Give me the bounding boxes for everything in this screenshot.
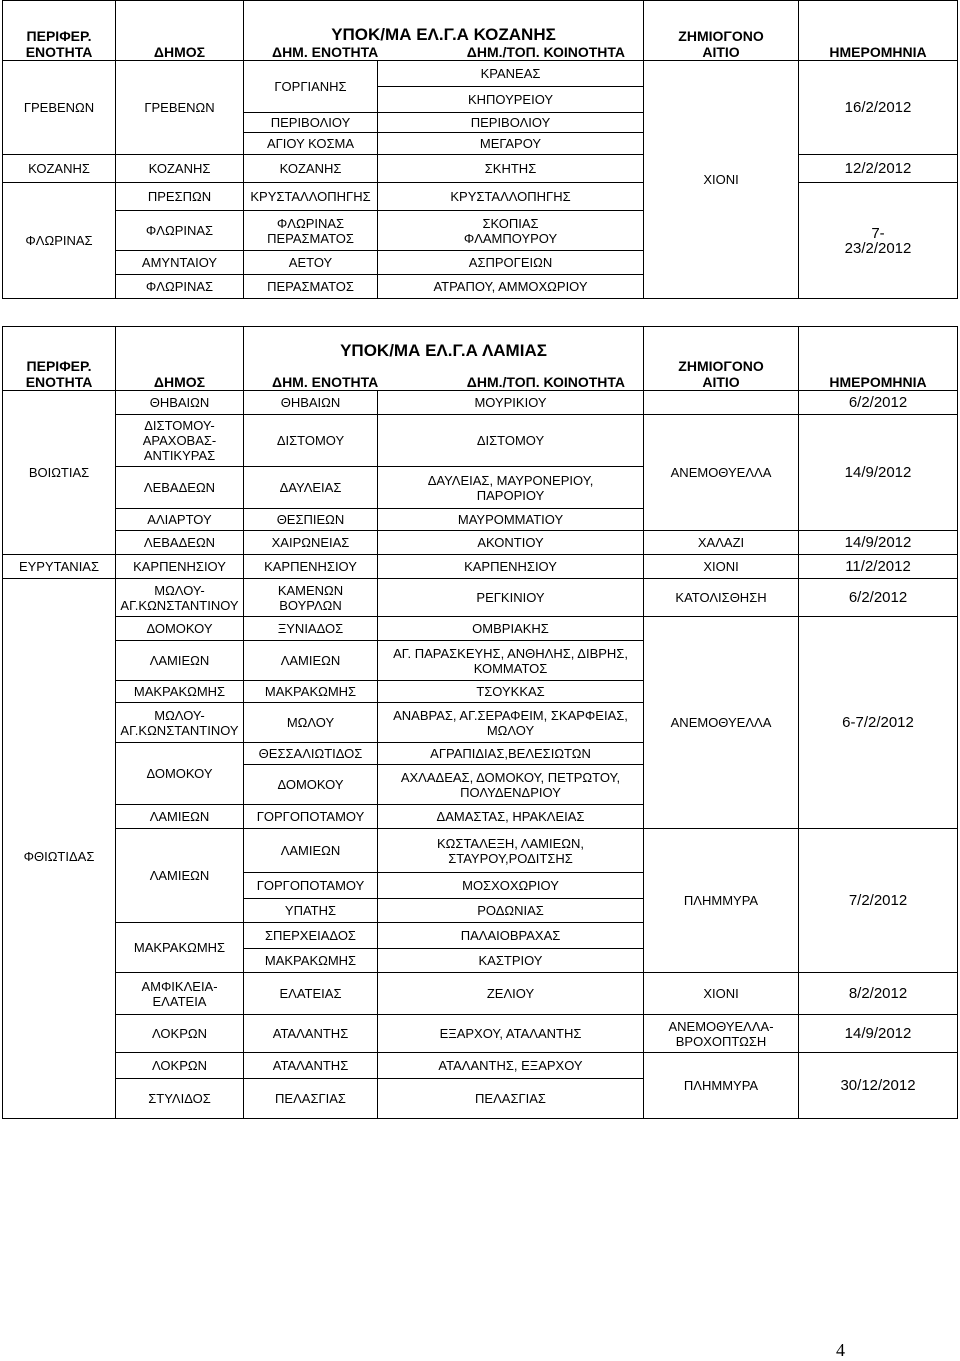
- cell-unit: ΕΛΑΤΕΙΑΣ: [244, 973, 378, 1015]
- cell-municipality: ΦΛΩΡΙΝΑΣ: [116, 211, 244, 251]
- cell-municipality: ΠΡΕΣΠΩΝ: [116, 183, 244, 211]
- cell-unit: ΥΠΑΤΗΣ: [244, 899, 378, 923]
- cell-community: ΜΑΥΡΟΜΜΑΤΙΟΥ: [378, 509, 644, 531]
- cell-cause: ΑΝΕΜΟΘΥΕΛΛΑ- ΒΡΟΧΟΠΤΩΣΗ: [644, 1015, 799, 1053]
- cell-unit: ΔΟΜΟΚΟΥ: [244, 765, 378, 805]
- cell-community: ΚΑΣΤΡΙΟΥ: [378, 949, 644, 973]
- cell-municipality: ΘΗΒΑΙΩΝ: [116, 391, 244, 415]
- cell-cause: ΧΑΛΑΖΙ: [644, 531, 799, 555]
- header-municipality: ΔΗΜΟΣ: [116, 1, 244, 61]
- cell-unit: ΑΤΑΛΑΝΤΗΣ: [244, 1053, 378, 1079]
- cell-community: ΜΟΥΡΙΚΙΟΥ: [378, 391, 644, 415]
- cell-community: ΠΕΡΙΒΟΛΙΟΥ: [378, 113, 644, 133]
- cell-municipality: ΑΜΦΙΚΛΕΙΑ- ΕΛΑΤΕΙΑ: [116, 973, 244, 1015]
- cell-community: ΡΕΓΚΙΝΙΟΥ: [378, 579, 644, 617]
- cell-unit: ΜΩΛΟΥ: [244, 703, 378, 743]
- cell-date: 6-7/2/2012: [799, 617, 958, 829]
- cell-community: ΑΤΑΛΑΝΤΗΣ, ΕΞΑΡΧΟΥ: [378, 1053, 644, 1079]
- cell-unit: ΔΑΥΛΕΙΑΣ: [244, 467, 378, 509]
- cell-community: ΡΟΔΩΝΙΑΣ: [378, 899, 644, 923]
- cell-date: 14/9/2012: [799, 531, 958, 555]
- cell-cause: ΧΙΟΝΙ: [644, 555, 799, 579]
- cell-unit: ΘΕΣΣΑΛΙΩΤΙΔΟΣ: [244, 743, 378, 765]
- cell-region: ΦΛΩΡΙΝΑΣ: [3, 183, 116, 299]
- header-community: ΔΗΜ./ΤΟΠ. ΚΟΙΝΟΤΗΤΑ: [466, 44, 626, 60]
- cell-region: ΚΟΖΑΝΗΣ: [3, 155, 116, 183]
- cell-community: ΚΗΠΟΥΡΕΙΟΥ: [378, 87, 644, 113]
- section-title: ΥΠΟΚ/ΜΑ ΕΛ.Γ.Α ΛΑΜΙΑΣ: [340, 341, 547, 360]
- page-number: 4: [836, 1340, 845, 1360]
- cell-municipality: ΜΑΚΡΑΚΩΜΗΣ: [116, 923, 244, 973]
- cell-unit: ΞΥΝΙΑΔΟΣ: [244, 617, 378, 641]
- cell-municipality: ΓΡΕΒΕΝΩΝ: [116, 61, 244, 155]
- cell-community: ΑΣΠΡΟΓΕΙΩΝ: [378, 251, 644, 275]
- cell-unit: ΓΟΡΓΟΠΟΤΑΜΟΥ: [244, 873, 378, 899]
- cell-unit: ΚΡΥΣΤΑΛΛΟΠΗΓΗΣ: [244, 183, 378, 211]
- header-cause: ΖΗΜΙΟΓΟΝΟ ΑΙΤΙΟ: [644, 327, 799, 391]
- cell-unit: ΣΠΕΡΧΕΙΑΔΟΣ: [244, 923, 378, 949]
- cell-community: ΕΞΑΡΧΟΥ, ΑΤΑΛΑΝΤΗΣ: [378, 1015, 644, 1053]
- cell-unit: ΓΟΡΓΙΑΝΗΣ: [244, 61, 378, 113]
- cell-unit: ΑΤΑΛΑΝΤΗΣ: [244, 1015, 378, 1053]
- cell-community: ΣΚΟΠΙΑΣ ΦΛΑΜΠΟΥΡΟΥ: [378, 211, 644, 251]
- cell-date: 11/2/2012: [799, 555, 958, 579]
- cell-municipality: ΛΑΜΙΕΩΝ: [116, 805, 244, 829]
- cell-community: ΤΣΟΥΚΚΑΣ: [378, 681, 644, 703]
- cell-cause: [644, 391, 799, 415]
- header-cause: ΖΗΜΙΟΓΟΝΟ ΑΙΤΙΟ: [644, 1, 799, 61]
- cell-date: 30/12/2012: [799, 1053, 958, 1119]
- header-municipal-unit: ΔΗΜ. ΕΝΟΤΗΤΑ: [272, 374, 379, 390]
- cell-date: 6/2/2012: [799, 391, 958, 415]
- cell-community: ΑΓ. ΠΑΡΑΣΚΕΥΗΣ, ΑΝΘΗΛΗΣ, ΔΙΒΡΗΣ, ΚΟΜΜΑΤΟΣ: [378, 641, 644, 681]
- cell-municipality: ΛΑΜΙΕΩΝ: [116, 829, 244, 923]
- header-region: ΠΕΡΙΦΕΡ. ΕΝΟΤΗΤΑ: [3, 1, 116, 61]
- cell-municipality: ΔΙΣΤΟΜΟΥ- ΑΡΑΧΟΒΑΣ- ΑΝΤΙΚΥΡΑΣ: [116, 415, 244, 467]
- cell-cause: ΚΑΤΟΛΙΣΘΗΣΗ: [644, 579, 799, 617]
- cell-unit: ΘΕΣΠΙΕΩΝ: [244, 509, 378, 531]
- cell-region: ΦΘΙΩΤΙΔΑΣ: [3, 579, 116, 1119]
- cell-date: 7- 23/2/2012: [799, 183, 958, 299]
- cell-municipality: ΔΟΜΟΚΟΥ: [116, 743, 244, 805]
- cell-unit: ΘΗΒΑΙΩΝ: [244, 391, 378, 415]
- cell-date: 14/9/2012: [799, 1015, 958, 1053]
- cell-community: ΔΑΥΛΕΙΑΣ, ΜΑΥΡΟΝΕΡΙΟΥ, ΠΑΡΟΡΙΟΥ: [378, 467, 644, 509]
- cell-region: ΒΟΙΩΤΙΑΣ: [3, 391, 116, 555]
- cell-community: ΔΑΜΑΣΤΑΣ, ΗΡΑΚΛΕΙΑΣ: [378, 805, 644, 829]
- cell-unit: ΚΑΡΠΕΝΗΣΙΟΥ: [244, 555, 378, 579]
- cell-unit: ΑΓΙΟΥ ΚΟΣΜΑ: [244, 133, 378, 155]
- cell-municipality: ΛΟΚΡΩΝ: [116, 1053, 244, 1079]
- header-date: ΗΜΕΡΟΜΗΝΙΑ: [799, 1, 958, 61]
- header-unit-community: [244, 327, 644, 391]
- cell-unit: ΜΑΚΡΑΚΩΜΗΣ: [244, 681, 378, 703]
- kozani-damage-table: [2, 0, 958, 299]
- cell-region: ΓΡΕΒΕΝΩΝ: [3, 61, 116, 155]
- cell-community: ΠΕΛΑΣΓΙΑΣ: [378, 1079, 644, 1119]
- cell-municipality: ΜΑΚΡΑΚΩΜΗΣ: [116, 681, 244, 703]
- cell-municipality: ΚΑΡΠΕΝΗΣΙΟΥ: [116, 555, 244, 579]
- cell-cause: ΠΛΗΜΜΥΡΑ: [644, 1053, 799, 1119]
- cell-community: ΚΑΡΠΕΝΗΣΙΟΥ: [378, 555, 644, 579]
- header-municipal-unit: ΔΗΜ. ΕΝΟΤΗΤΑ: [272, 44, 379, 60]
- cell-unit: ΓΟΡΓΟΠΟΤΑΜΟΥ: [244, 805, 378, 829]
- header-community: ΔΗΜ./ΤΟΠ. ΚΟΙΝΟΤΗΤΑ: [466, 374, 626, 390]
- header-date: ΗΜΕΡΟΜΗΝΙΑ: [799, 327, 958, 391]
- cell-community: ΚΩΣΤΑΛΕΞΗ, ΛΑΜΙΕΩΝ, ΣΤΑΥΡΟΥ,ΡΟΔΙΤΣΗΣ: [378, 829, 644, 873]
- section-title: ΥΠΟΚ/ΜΑ ΕΛ.Γ.Α ΚΟΖΑΝΗΣ: [331, 25, 556, 44]
- cell-unit: ΠΕΡΙΒΟΛΙΟΥ: [244, 113, 378, 133]
- cell-unit: ΠΕΡΑΣΜΑΤΟΣ: [244, 275, 378, 299]
- cell-municipality: ΑΛΙΑΡΤΟΥ: [116, 509, 244, 531]
- cell-cause: ΠΛΗΜΜΥΡΑ: [644, 829, 799, 973]
- cell-community: ΑΧΛΑΔΕΑΣ, ΔΟΜΟΚΟΥ, ΠΕΤΡΩΤΟΥ, ΠΟΛΥΔΕΝΔΡΙΟΥ: [378, 765, 644, 805]
- cell-date: 6/2/2012: [799, 579, 958, 617]
- cell-unit: ΚΑΜΕΝΩΝ ΒΟΥΡΛΩΝ: [244, 579, 378, 617]
- cell-unit: ΧΑΙΡΩΝΕΙΑΣ: [244, 531, 378, 555]
- cell-municipality: ΛΕΒΑΔΕΩΝ: [116, 467, 244, 509]
- cell-unit: ΛΑΜΙΕΩΝ: [244, 829, 378, 873]
- cell-cause: ΑΝΕΜΟΘΥΕΛΛΑ: [644, 617, 799, 829]
- cell-community: ΔΙΣΤΟΜΟΥ: [378, 415, 644, 467]
- lamia-damage-table: [2, 326, 958, 1119]
- cell-community: ΟΜΒΡΙΑΚΗΣ: [378, 617, 644, 641]
- cell-community: ΠΑΛΑΙΟΒΡΑΧΑΣ: [378, 923, 644, 949]
- cell-unit: ΑΕΤΟΥ: [244, 251, 378, 275]
- cell-cause: ΧΙΟΝΙ: [644, 973, 799, 1015]
- cell-community: ΣΚΗΤΗΣ: [378, 155, 644, 183]
- cell-unit: ΔΙΣΤΟΜΟΥ: [244, 415, 378, 467]
- cell-region: ΕΥΡΥΤΑΝΙΑΣ: [3, 555, 116, 579]
- header-region: ΠΕΡΙΦΕΡ. ΕΝΟΤΗΤΑ: [3, 327, 116, 391]
- cell-date: 16/2/2012: [799, 61, 958, 155]
- cell-municipality: ΜΩΛΟΥ- ΑΓ.ΚΩΝΣΤΑΝΤΙΝΟΥ: [116, 703, 244, 743]
- cell-community: ΑΤΡΑΠΟΥ, ΑΜΜΟΧΩΡΙΟΥ: [378, 275, 644, 299]
- cell-unit: ΛΑΜΙΕΩΝ: [244, 641, 378, 681]
- cell-municipality: ΣΤΥΛΙΔΟΣ: [116, 1079, 244, 1119]
- cell-cause: ΧΙΟΝΙ: [644, 61, 799, 299]
- cell-community: ΚΡΑΝΕΑΣ: [378, 61, 644, 87]
- cell-municipality: ΛΑΜΙΕΩΝ: [116, 641, 244, 681]
- cell-unit: ΚΟΖΑΝΗΣ: [244, 155, 378, 183]
- cell-community: ΑΝΑΒΡΑΣ, ΑΓ.ΣΕΡΑΦΕΙΜ, ΣΚΑΡΦΕΙΑΣ, ΜΩΛΟΥ: [378, 703, 644, 743]
- cell-date: 14/9/2012: [799, 415, 958, 531]
- cell-community: ΑΓΡΑΠΙΔΙΑΣ,ΒΕΛΕΣΙΩΤΩΝ: [378, 743, 644, 765]
- cell-unit: ΠΕΛΑΣΓΙΑΣ: [244, 1079, 378, 1119]
- cell-date: 12/2/2012: [799, 155, 958, 183]
- cell-community: ΖΕΛΙΟΥ: [378, 973, 644, 1015]
- cell-unit: ΦΛΩΡΙΝΑΣ ΠΕΡΑΣΜΑΤΟΣ: [244, 211, 378, 251]
- cell-municipality: ΦΛΩΡΙΝΑΣ: [116, 275, 244, 299]
- cell-municipality: ΑΜΥΝΤΑΙΟΥ: [116, 251, 244, 275]
- cell-unit: ΜΑΚΡΑΚΩΜΗΣ: [244, 949, 378, 973]
- cell-municipality: ΛΟΚΡΩΝ: [116, 1015, 244, 1053]
- cell-community: ΜΟΣΧΟΧΩΡΙΟΥ: [378, 873, 644, 899]
- cell-date: 7/2/2012: [799, 829, 958, 973]
- cell-municipality: ΚΟΖΑΝΗΣ: [116, 155, 244, 183]
- cell-community: ΑΚΟΝΤΙΟΥ: [378, 531, 644, 555]
- cell-date: 8/2/2012: [799, 973, 958, 1015]
- cell-municipality: ΔΟΜΟΚΟΥ: [116, 617, 244, 641]
- cell-community: ΜΕΓΑΡΟΥ: [378, 133, 644, 155]
- cell-municipality: ΛΕΒΑΔΕΩΝ: [116, 531, 244, 555]
- cell-cause: ΑΝΕΜΟΘΥΕΛΛΑ: [644, 415, 799, 531]
- cell-community: ΚΡΥΣΤΑΛΛΟΠΗΓΗΣ: [378, 183, 644, 211]
- header-municipality: ΔΗΜΟΣ: [116, 327, 244, 391]
- cell-municipality: ΜΩΛΟΥ- ΑΓ.ΚΩΝΣΤΑΝΤΙΝΟΥ: [116, 579, 244, 617]
- header-unit-community: [244, 1, 644, 61]
